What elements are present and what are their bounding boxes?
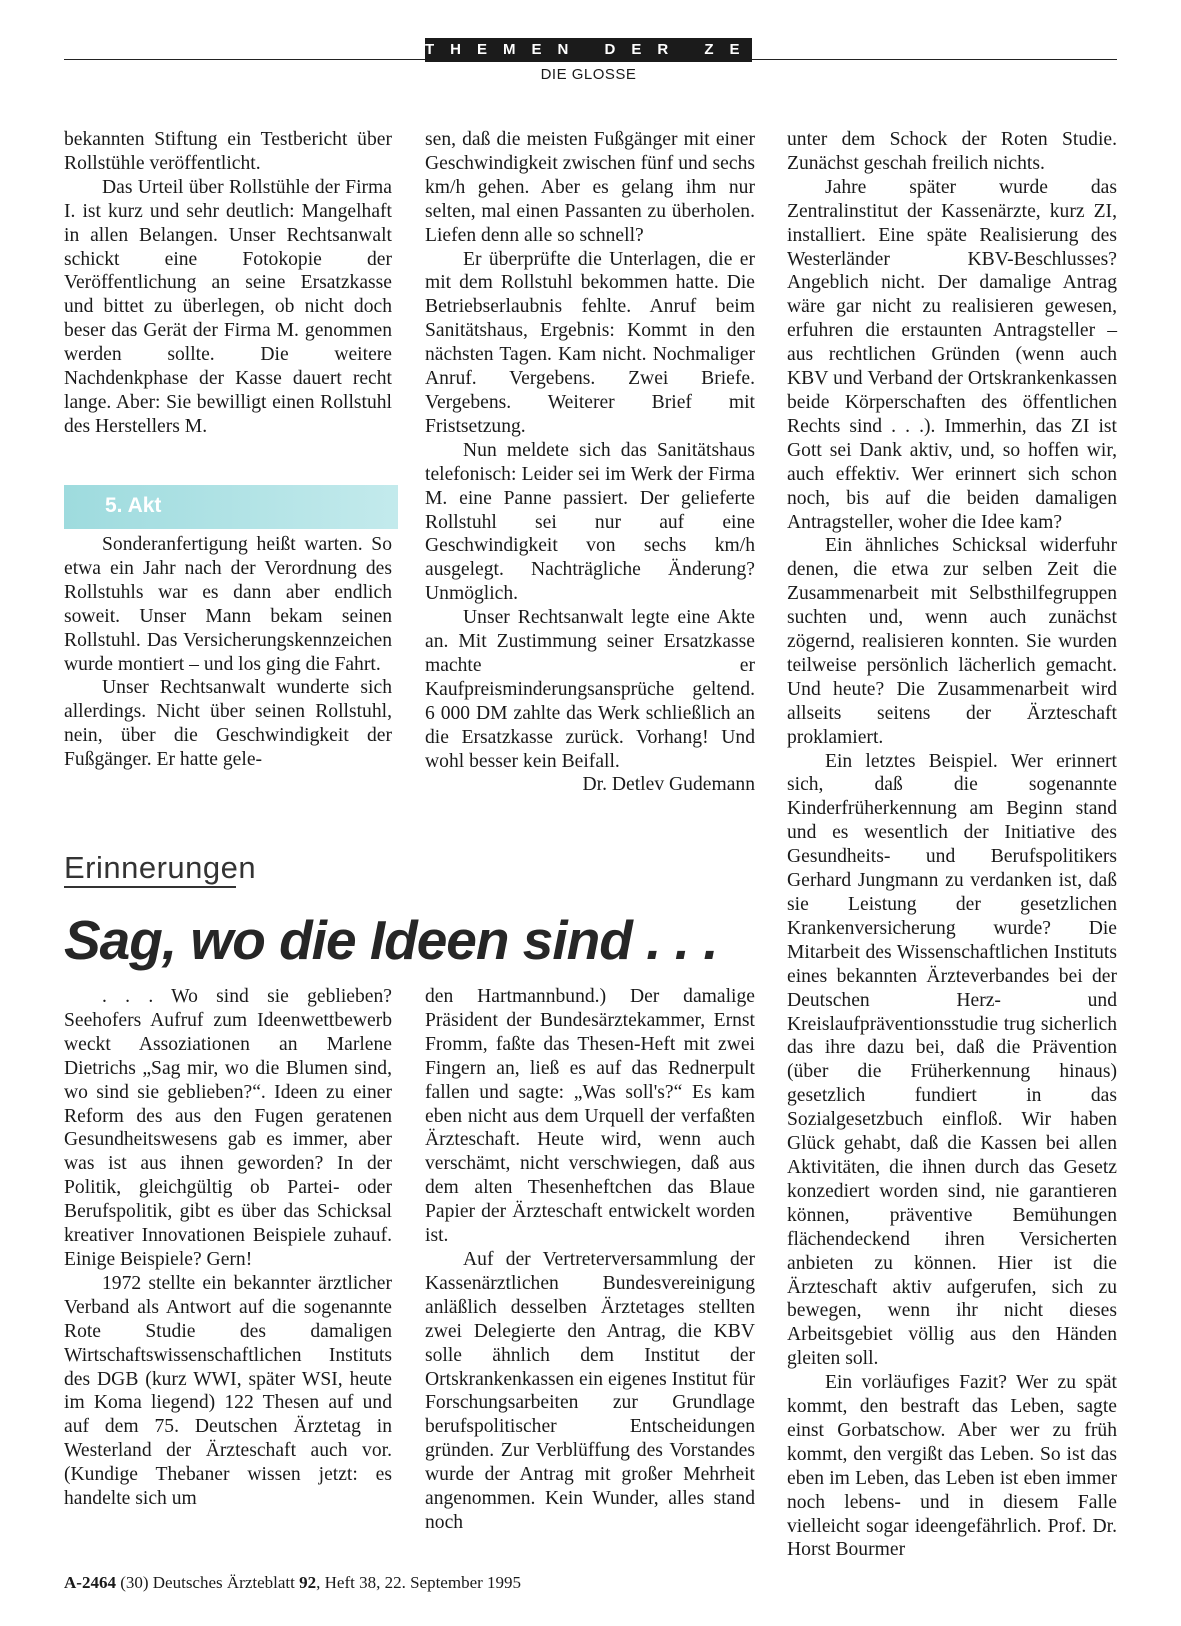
paragraph: Sonderanfertigung heißt warten. So etwa ein Jahr nach der Verordnung des Rollstuhls war es dann aber endlich soweit. Unser Mann bekam seinen Rollstuhl. Das Versicherungskennzeichen wurde montiert – und los ging die Fahrt.	[64, 534, 392, 675]
paragraph: Er überprüfte die Unterlagen, die er mit dem Rollstuhl bekommen hatte. Die Betriebserlaubnis fehlte. Anruf beim Sanitätshaus, Ergebnis: Kommt in den nächsten Tagen. Kam nicht. Nochmaliger Anruf. Vergebens. Zwei Briefe. Vergebens. Weiterer Brief mit Fristsetzung.	[425, 248, 755, 437]
paragraph: Unser Rechtsanwalt wunderte sich allerdings. Nicht über seinen Rollstuhl, nein, über die Geschwindigkeit der Fußgänger. Er hatte gele-	[64, 677, 392, 771]
top-article-column-1	[64, 128, 392, 439]
article-column-2	[425, 985, 755, 1535]
subsection-label: DIE GLOSSE	[540, 66, 637, 83]
footer-issue: , Heft 38, 22. September 1995	[316, 1573, 522, 1592]
act-heading-box	[64, 485, 398, 529]
footer-volume: 92	[299, 1573, 317, 1592]
paragraph: den Hartmannbund.) Der damalige Präsident der Bundesärztekammer, Ernst Fromm, faßte das Thesen-Heft mit zwei Fingern an, ließ es auf das Rednerpult fallen und sagte: „Was soll's?“ Es kam eben nicht aus dem Urquell der verfaßten Ärzteschaft. Heute wird, wenn auch verschämt, nicht verschwiegen, daß aus dem alten Thesenheftchen das Blaue Papier der Ärzteschaft entwickelt worden ist.	[425, 986, 755, 1247]
footer-journal: (30) Deutsches Ärzteblatt	[120, 1573, 295, 1592]
article-kicker: Erinnerungen	[64, 850, 257, 885]
article-headline: Sag, wo die Ideen sind . . .	[64, 909, 718, 971]
article-column-3	[787, 128, 1117, 1562]
article-column-1	[64, 985, 392, 1511]
paragraph: Ein vorläufiges Fazit? Wer zu spät kommt, den bestraft das Leben, sagte einst Gorbatschow. Aber wer zu früh kommt, den vergißt das Leben. So ist das eben im Leben, das Leben ist eben immer noch lebens- und in diesem Falle vielleicht sogar ideengefährlich. Prof. Dr. Horst Bourmer	[787, 1372, 1117, 1561]
paragraph: . . . Wo sind sie geblieben? Seehofers Aufruf zum Ideenwettbewerb weckt Assoziationen an Marlene Dietrichs „Sag mir, wo die Blumen sind, wo sind sie geblieben?“. Ideen zu einer Reform des aus den Fugen geratenen Gesundheitswesens gab es immer, aber was ist aus ihnen geworden? In der Politik, gleichgültig ob Partei- oder Berufspolitik, gibt es über das Schicksal kreativer Innovationen Beispiele zuhauf. Einige Beispiele? Gern!	[64, 986, 392, 1270]
paragraph: Auf der Vertreterversammlung der Kassenärztlichen Bundesvereinigung anläßlich desselben Ärztetages stellten zwei Delegierte den Antrag, die KBV solle ähnlich dem Institut der Ortskrankenkassen ein eigenes Institut für Forschungsarbeiten zur Grundlage berufspolitischer Entscheidungen gründen. Zur Verblüffung des Vorstandes wurde der Antrag mit großer Mehrheit angenommen. Kein Wunder, alles stand noch	[425, 1248, 755, 1533]
paragraph: sen, daß die meisten Fußgänger mit einer Geschwindigkeit zwischen fünf und sechs km/h gehen. Aber es gelang ihm nur selten, mal einen Passanten zu überholen. Liefen denn alle so schnell?	[425, 129, 755, 246]
act-heading: 5. Akt	[105, 494, 162, 517]
paragraph: Ein ähnliches Schicksal widerfuhr denen, die etwa zur selben Zeit die Zusammenarbeit mit Selbsthilfegruppen suchten und, wenn auch zunächst zögernd, realisieren konnten. Sie wurden teilweise persönlich lächerlich gemacht. Und heute? Die Zusammenarbeit wird allseits seitens der Ärzteschaft proklamiert.	[787, 535, 1117, 748]
author-signature: Dr. Detlev Gudemann	[582, 774, 755, 796]
paragraph: Unser Rechtsanwalt legte eine Akte an. Mit Zustimmung seiner Ersatzkasse machte er Kaufpreisminderungsansprüche geltend. 6 000 DM zahlte das Werk schließlich an die Ersatzkasse zurück. Vorhang! Und wohl besser kein Beifall.	[425, 607, 755, 772]
top-article-column-2	[425, 128, 755, 797]
paragraph: unter dem Schock der Roten Studie. Zunächst geschah freilich nichts.	[787, 129, 1117, 174]
paragraph: Das Urteil über Rollstühle der Firma I. ist kurz und sehr deutlich: Mangelhaft in allen Belangen. Unser Rechtsanwalt schickt eine Fotokopie der Veröffentlichung an seine Ersatzkasse und bittet zu überlegen, ob nicht doch beser das Gerät der Firma M. genommen werden sollte. Die weitere Nachdenkphase der Kasse dauert recht lange. Aber: Sie bewilligt einen Rollstuhl des Herstellers M.	[64, 176, 392, 437]
header-rule-right	[752, 59, 1117, 60]
page-footer	[64, 1573, 521, 1593]
kicker-underline	[64, 886, 236, 888]
paragraph: bekannten Stiftung ein Testbericht über Rollstühle veröffentlicht.	[64, 129, 392, 174]
page-code: A-2464	[64, 1573, 116, 1592]
paragraph: 1972 stellte ein bekannter ärztlicher Verband als Antwort auf die sogenannte Rote Studie des damaligen Wirtschaftswissenschaftlichen Instituts des DGB (kurz WWI, später WSI, heute im Koma liegend) 122 Thesen auf und auf dem 75. Deutschen Ärztetag in Westerland der Ärzteschaft auch vor. (Kundige Thebaner wissen jetzt: es handelte sich um	[64, 1272, 392, 1510]
top-article-column-1-continued	[64, 533, 392, 772]
header-rule-left	[64, 59, 425, 60]
section-banner: THEMEN DER ZEIT	[425, 38, 752, 62]
paragraph: Nun meldete sich das Sanitätshaus telefonisch: Leider sei im Werk der Firma M. eine Panne passiert. Der gelieferte Rollstuhl sei nur auf eine Geschwindigkeit von sechs km/h ausgelegt. Nachträgliche Änderung? Unmöglich.	[425, 439, 755, 605]
paragraph: Ein letztes Beispiel. Wer erinnert sich, daß die sogenannte Kinderfrüherkennung am Beginn stand und es wesentlich der Initiative des Gesundheits- und Berufspolitikers Gerhard Jungmann zu verdanken ist, daß sie Leistung der gesetzlichen Krankenversicherung wurde? Die Mitarbeit des Wissenschaftlichen Instituts eines bekannten Ärzteverbandes bei der Deutschen Herz- und Kreislaufpräventionsstudie trug sicherlich das ihre dazu bei, daß die Prävention (über die Früherkennung hinaus) gesetzlich fundiert in das Sozialgesetzbuch einfloß. Wir haben Glück gehabt, daß die Kassen bei allen Aktivitäten, die ihnen durch das Gesetz konzediert worden sind, nie garantieren können, präventive Bemühungen flächendeckend ihren Versicherten anbieten zu können. Hier ist die Ärzteschaft aktiv aufgerufen, sich zu bewegen, wenn ihr nicht dieses Arbeitsgebiet völlig aus den Händen gleiten soll.	[787, 750, 1117, 1370]
paragraph: Jahre später wurde das Zentralinstitut der Kassenärzte, kurz ZI, installiert. Eine späte Realisierung des Westerländer KBV-Beschlusses? Angeblich nicht. Der damalige Antrag wäre gar nicht zu realisieren gewesen, erfuhren die erstaunten Antragsteller – aus rechtlichen Gründen (wenn auch KBV und Verband der Ortskrankenkassen beide Körperschaften des öffentlichen Rechts sind . . .). Immerhin, das ZI ist Gott sei Dank aktiv, und, so hoffen wir, auch effektiv. Wer erinnert sich schon noch, bis auf die beiden damaligen Antragsteller, woher die Idee kam?	[787, 176, 1117, 533]
